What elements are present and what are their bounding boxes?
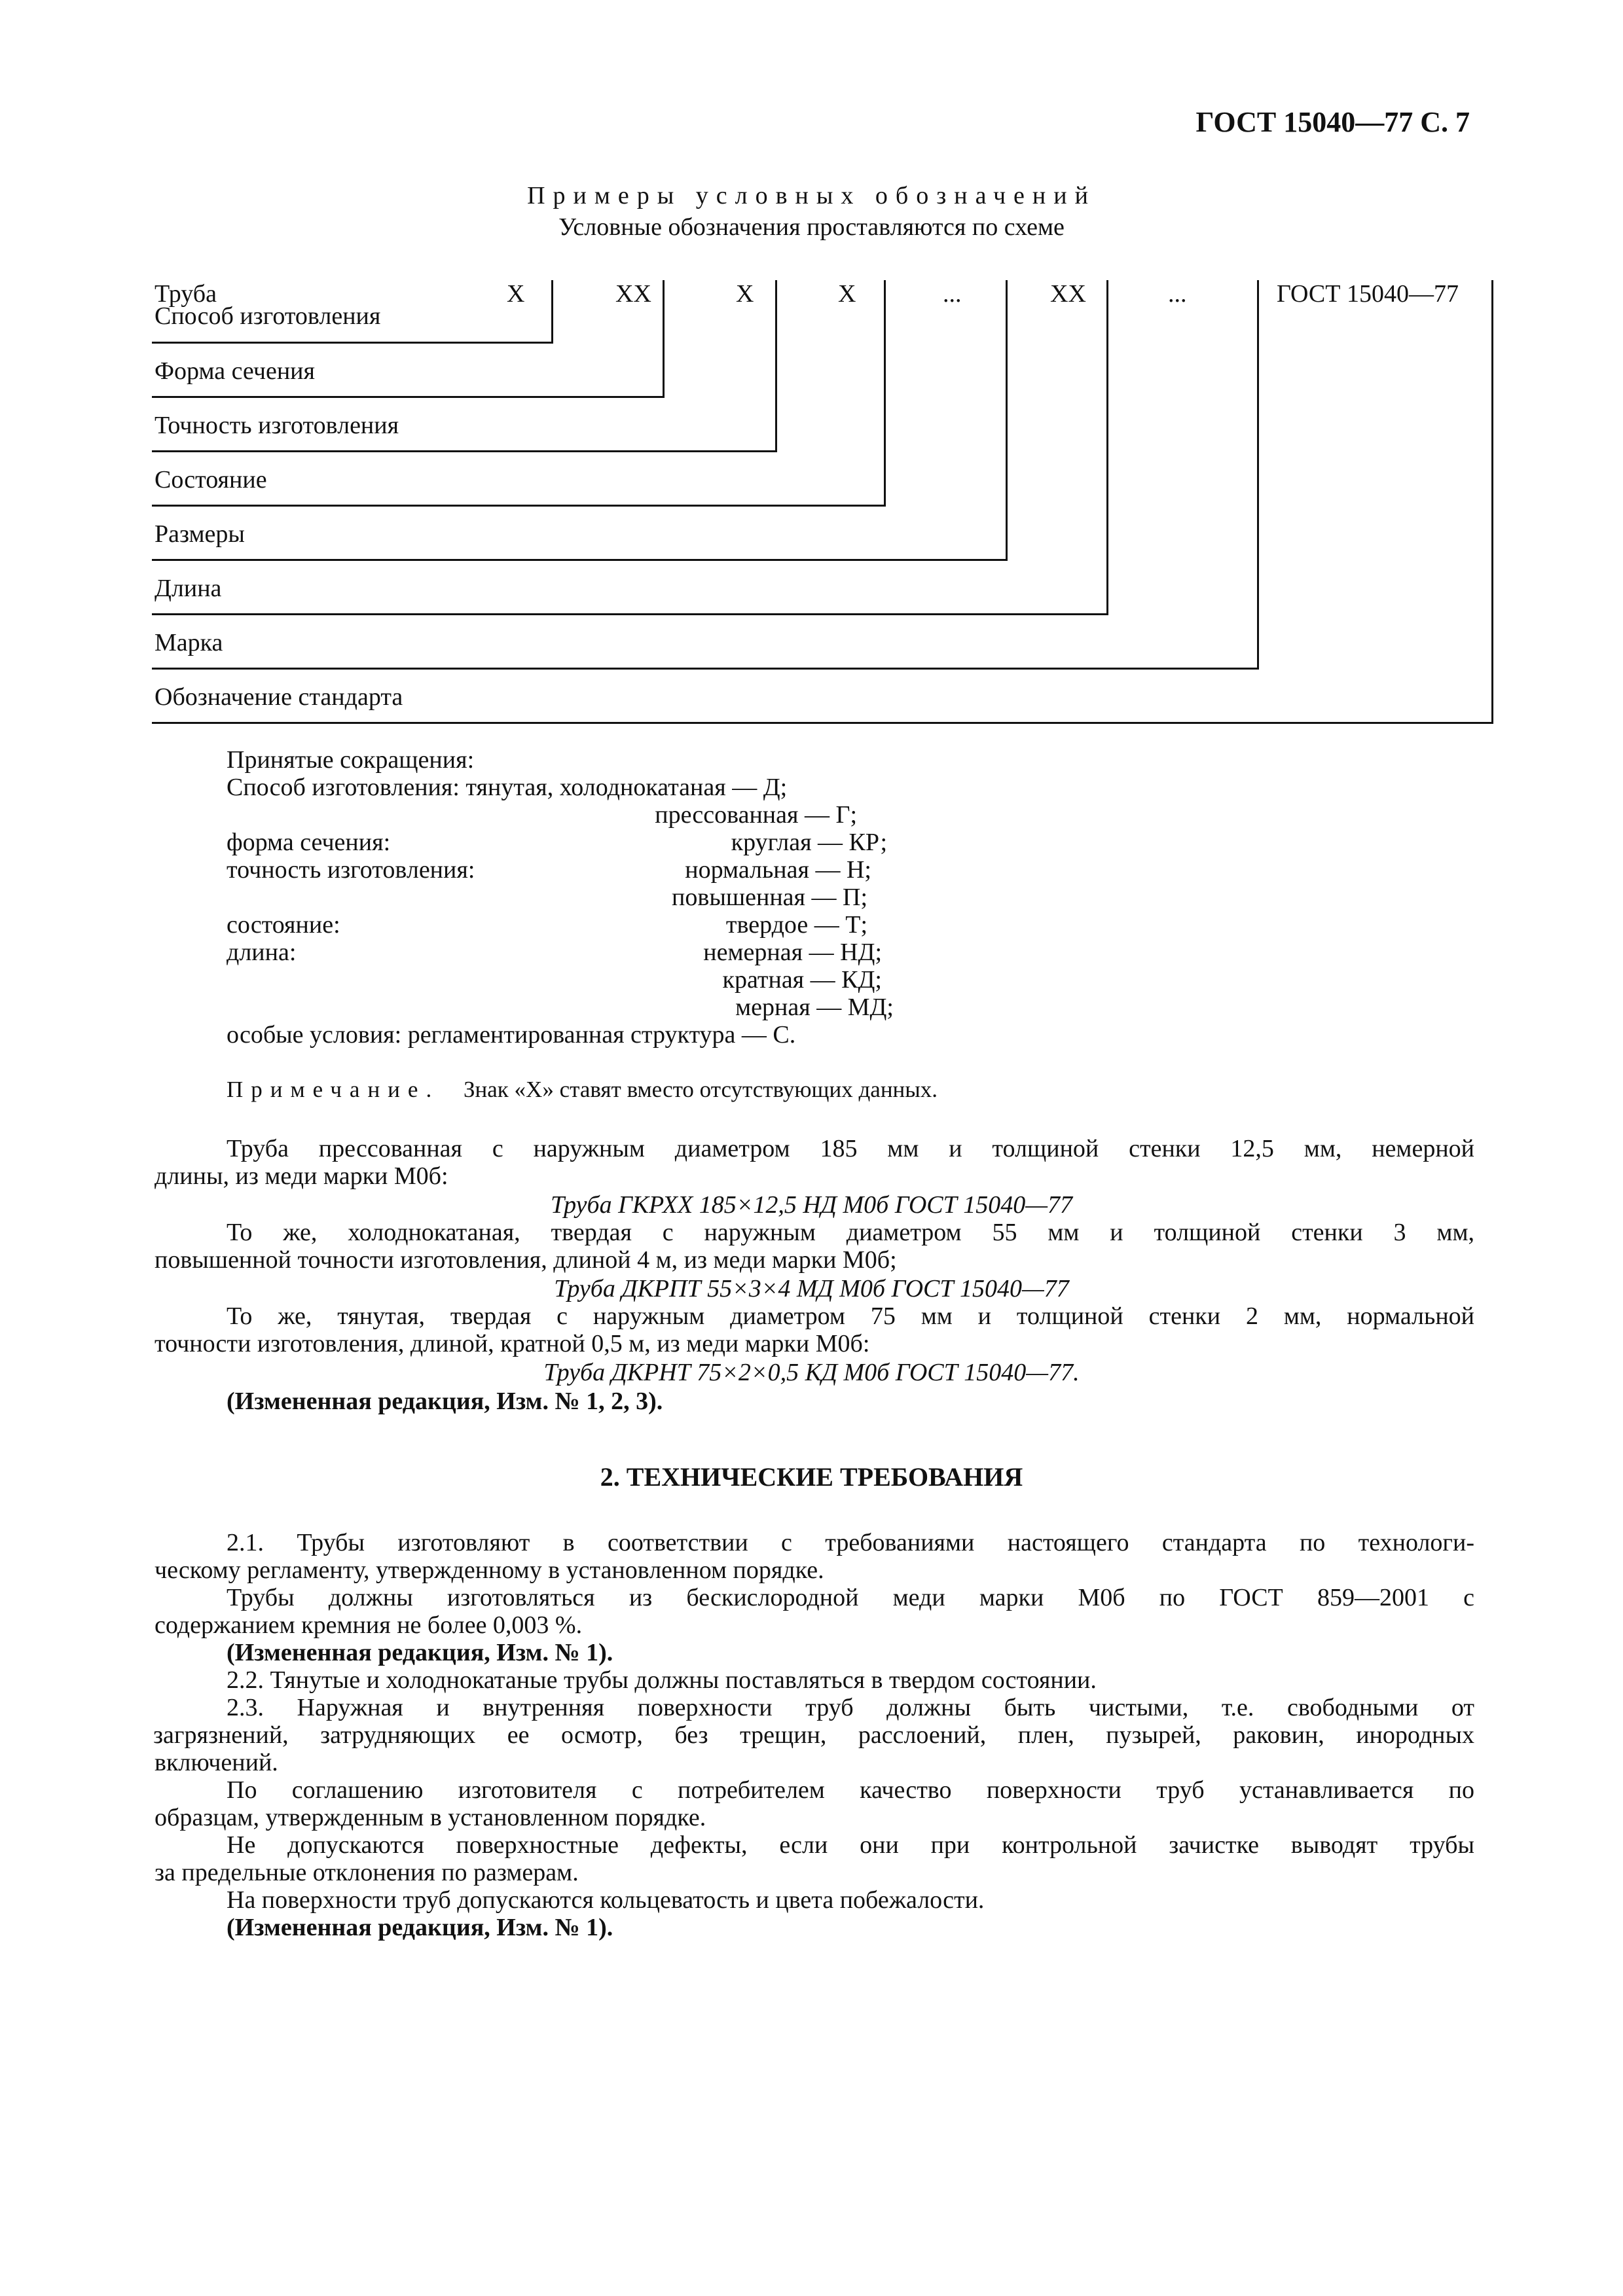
scheme-line [1257, 280, 1259, 670]
abbr-value: повышенная — П; [672, 884, 867, 911]
paragraph-line: Труба прессованная с наружным диаметром 185 мм и толщиной стенки 12,5 мм, немерной [227, 1135, 1474, 1162]
note-text: Знак «Х» ставят вместо отсутствующих данных. [464, 1077, 938, 1102]
abbr-value: немерная — НД; [703, 939, 882, 966]
scheme-code: X [736, 280, 754, 308]
abbreviations-heading: Принятые сокращения: [227, 746, 475, 774]
page-code: ГОСТ 15040—77 С. 7 [1195, 106, 1470, 138]
scheme-row-label: Длина [155, 575, 222, 602]
scheme-code: ГОСТ 15040—77 [1277, 280, 1459, 308]
scheme-line [775, 280, 777, 452]
example-designation: Труба ГКРХХ 185×12,5 НД М0б ГОСТ 15040—77 [550, 1191, 1073, 1219]
paragraph-line: 2.3. Наружная и внутренняя поверхности труб должны быть чистыми, т.е. свободными от [227, 1694, 1474, 1721]
paragraph-line: повышенной точности изготовления, длиной 4 м, из меди марки М0б; [155, 1246, 897, 1274]
abbr-label: длина: [227, 939, 297, 966]
paragraph-line: за предельные отклонения по размерам. [155, 1859, 579, 1886]
scheme-line [663, 280, 665, 398]
abbr-value: кратная — КД; [722, 966, 882, 994]
example-designation: Труба ДКРНТ 75×2×0,5 КД М0б ГОСТ 15040—77. [543, 1359, 1080, 1386]
paragraph-line: Не допускаются поверхностные дефекты, если они при контрольной зачистке выводят трубы [227, 1831, 1474, 1859]
scheme-line [152, 668, 1258, 670]
abbr-value: круглая — КР; [731, 829, 887, 856]
scheme-line [152, 613, 1108, 615]
scheme-line [152, 450, 776, 452]
paragraph-line: 2.1. Трубы изготовляют в соответствии с требованиями настоящего стандарта по технологи- [227, 1529, 1474, 1556]
abbr-value: твердое — Т; [725, 911, 867, 939]
scheme-row-label: Способ изготовления [155, 302, 381, 330]
scheme-line [551, 280, 553, 344]
scheme-row-label: Марка [155, 629, 223, 656]
scheme-code: XX [615, 280, 651, 308]
abbr-label: особые условия: регламентированная структура — С. [227, 1021, 796, 1049]
paragraph-line: точности изготовления, длиной, кратной 0,5 м, из меди марки М0б: [155, 1330, 870, 1357]
paragraph-line: содержанием кремния не более 0,003 %. [155, 1611, 583, 1639]
scheme-line [152, 505, 885, 507]
scheme-first-label: Труба [155, 280, 217, 308]
scheme-row-label: Форма сечения [155, 357, 315, 385]
scheme-code: XX [1050, 280, 1086, 308]
scheme-row-label: Обозначение стандарта [155, 683, 403, 711]
scheme-line [1106, 280, 1108, 615]
abbr-label: Способ изготовления: тянутая, холоднокатаная — Д; [227, 774, 788, 801]
examples-subtitle: Условные обозначения проставляются по схеме [558, 213, 1065, 241]
paragraph-line: ческому регламенту, утвержденному в установленном порядке. [155, 1556, 824, 1584]
abbr-label: состояние: [227, 911, 340, 939]
paragraph-line: включений. [155, 1749, 278, 1776]
scheme-line [1006, 280, 1008, 561]
examples-title: Примеры условных обозначений [527, 182, 1096, 209]
abbr-label: форма сечения: [227, 829, 391, 856]
revision-note: (Измененная редакция, Изм. № 1). [227, 1639, 613, 1666]
scheme-line [152, 342, 553, 344]
scheme-row-label: Состояние [155, 466, 267, 493]
example-designation: Труба ДКРПТ 55×3×4 МД М0б ГОСТ 15040—77 [554, 1275, 1069, 1302]
scheme-row-label: Точность изготовления [155, 412, 399, 439]
paragraph-line: Трубы должны изготовляться из бескислородной меди марки М0б по ГОСТ 859—2001 с [227, 1584, 1474, 1611]
scheme-line [152, 722, 1493, 724]
scheme-code: ... [943, 280, 962, 308]
abbr-value: прессованная — Г; [655, 801, 857, 829]
scheme-code: X [507, 280, 525, 308]
section-heading: 2. ТЕХНИЧЕСКИЕ ТРЕБОВАНИЯ [600, 1462, 1023, 1492]
paragraph-line: По соглашению изготовителя с потребителем качество поверхности труб устанавливается по [227, 1776, 1474, 1804]
scheme-line [152, 396, 664, 398]
abbr-value: мерная — МД; [735, 994, 894, 1021]
paragraph-line: загрязнений, затрудняющих ее осмотр, без трещин, расслоений, плен, пузырей, раковин, инородных [153, 1721, 1474, 1749]
paragraph-line: длины, из меди марки М0б: [155, 1162, 448, 1190]
paragraph-line: 2.2. Тянутые и холоднокатаные трубы должны поставляться в твердом состоянии. [227, 1666, 1097, 1694]
paragraph-line: То же, тянутая, твердая с наружным диаметром 75 мм и толщиной стенки 2 мм, нормальной [227, 1302, 1474, 1330]
paragraph-line: образцам, утвержденным в установленном порядке. [155, 1804, 706, 1831]
scheme-row-label: Размеры [155, 520, 245, 548]
scheme-code: ... [1168, 280, 1187, 308]
abbr-value: нормальная — Н; [685, 856, 871, 884]
note-label: Примечание. [227, 1077, 440, 1102]
revision-note: (Измененная редакция, Изм. № 1, 2, 3). [227, 1388, 663, 1415]
revision-note: (Измененная редакция, Изм. № 1). [227, 1914, 613, 1941]
abbr-label: точность изготовления: [227, 856, 475, 884]
paragraph-line: То же, холоднокатаная, твердая с наружным диаметром 55 мм и толщиной стенки 3 мм, [227, 1219, 1474, 1246]
scheme-line [884, 280, 886, 507]
scheme-line [152, 559, 1007, 561]
paragraph-line: На поверхности труб допускаются кольцеватость и цвета побежалости. [227, 1886, 985, 1914]
scheme-code: X [838, 280, 856, 308]
scheme-line [1491, 280, 1493, 724]
